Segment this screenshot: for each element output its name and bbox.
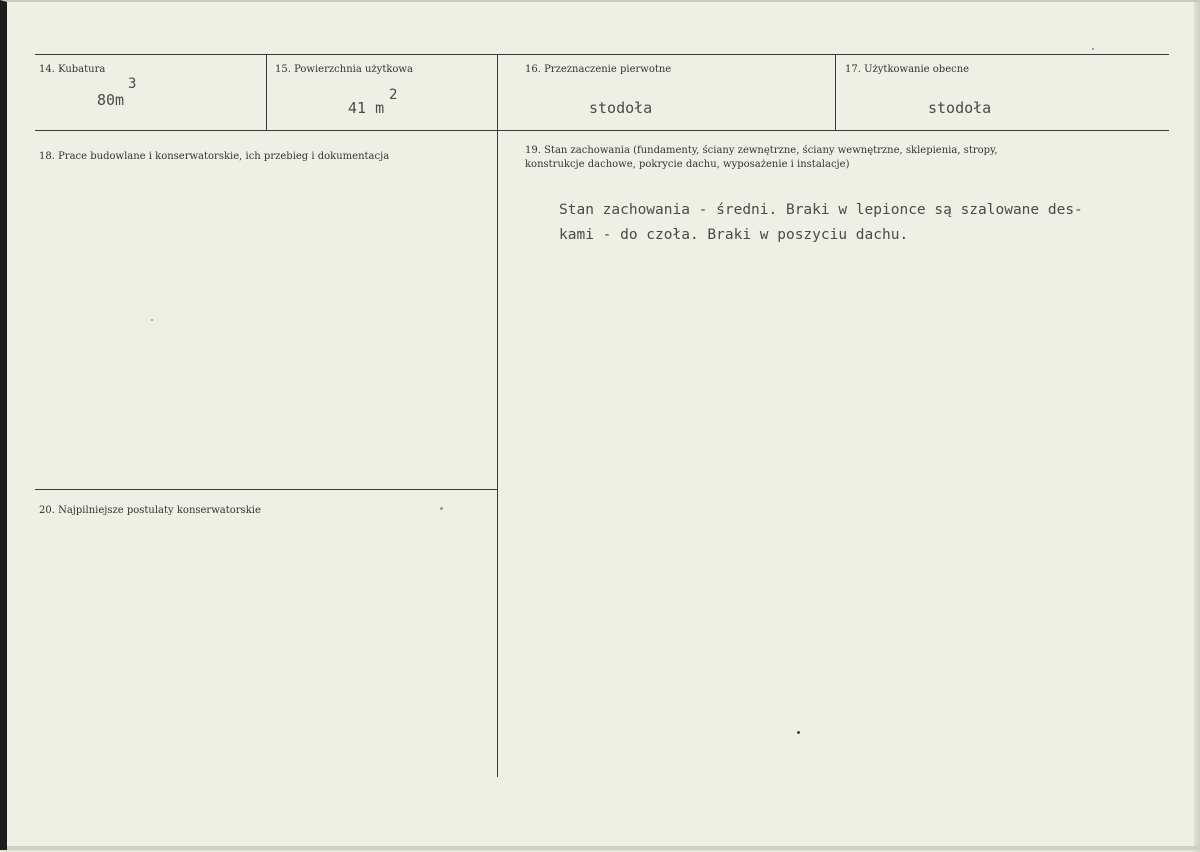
paper-speck	[440, 507, 443, 510]
field-19-label-line2: konstrukcje dachowe, pokrycie dachu, wyposażenie i instalacje)	[525, 159, 850, 170]
divider-18-19	[497, 130, 498, 777]
paper-speck	[797, 731, 800, 734]
field-14-label: 14. Kubatura	[39, 64, 106, 75]
field-14-exponent: 3	[128, 76, 137, 92]
field-14-value: 80m	[97, 91, 125, 109]
field-15-value: 41 m	[348, 99, 385, 117]
field-19-text-line1: Stan zachowania - średni. Braki w lepionce są szalowane des-	[559, 202, 1083, 218]
field-18-label: 18. Prace budowlane i konserwatorskie, ich przebieg i dokumentacja	[39, 151, 390, 162]
divider-14-15	[266, 55, 267, 130]
field-15-label: 15. Powierzchnia użytkowa	[275, 64, 413, 75]
card-bottom-edge	[7, 846, 1200, 850]
field-17-label: 17. Użytkowanie obecne	[845, 64, 970, 75]
field-16-label: 16. Przeznaczenie pierwotne	[525, 64, 672, 75]
rule-18-20	[35, 489, 497, 490]
field-17-value: stodoła	[928, 99, 992, 117]
field-20-label: 20. Najpilniejsze postulaty konserwatorskie	[39, 505, 261, 516]
field-15-exponent: 2	[389, 87, 398, 103]
field-19-text-line2: kami - do czoła. Braki w poszyciu dachu.	[559, 227, 909, 243]
paper-speck	[1092, 48, 1094, 50]
top-row-top-rule	[35, 54, 1169, 55]
divider-16-17	[835, 55, 836, 130]
paper-speck	[151, 319, 153, 321]
field-19-label-line1: 19. Stan zachowania (fundamenty, ściany zewnętrzne, ściany wewnętrzne, sklepienia, stropy,	[525, 145, 998, 156]
field-16-value: stodoła	[589, 99, 653, 117]
card-right-edge	[1194, 2, 1200, 852]
top-row-bottom-rule	[35, 130, 1169, 131]
divider-15-16	[497, 55, 498, 130]
